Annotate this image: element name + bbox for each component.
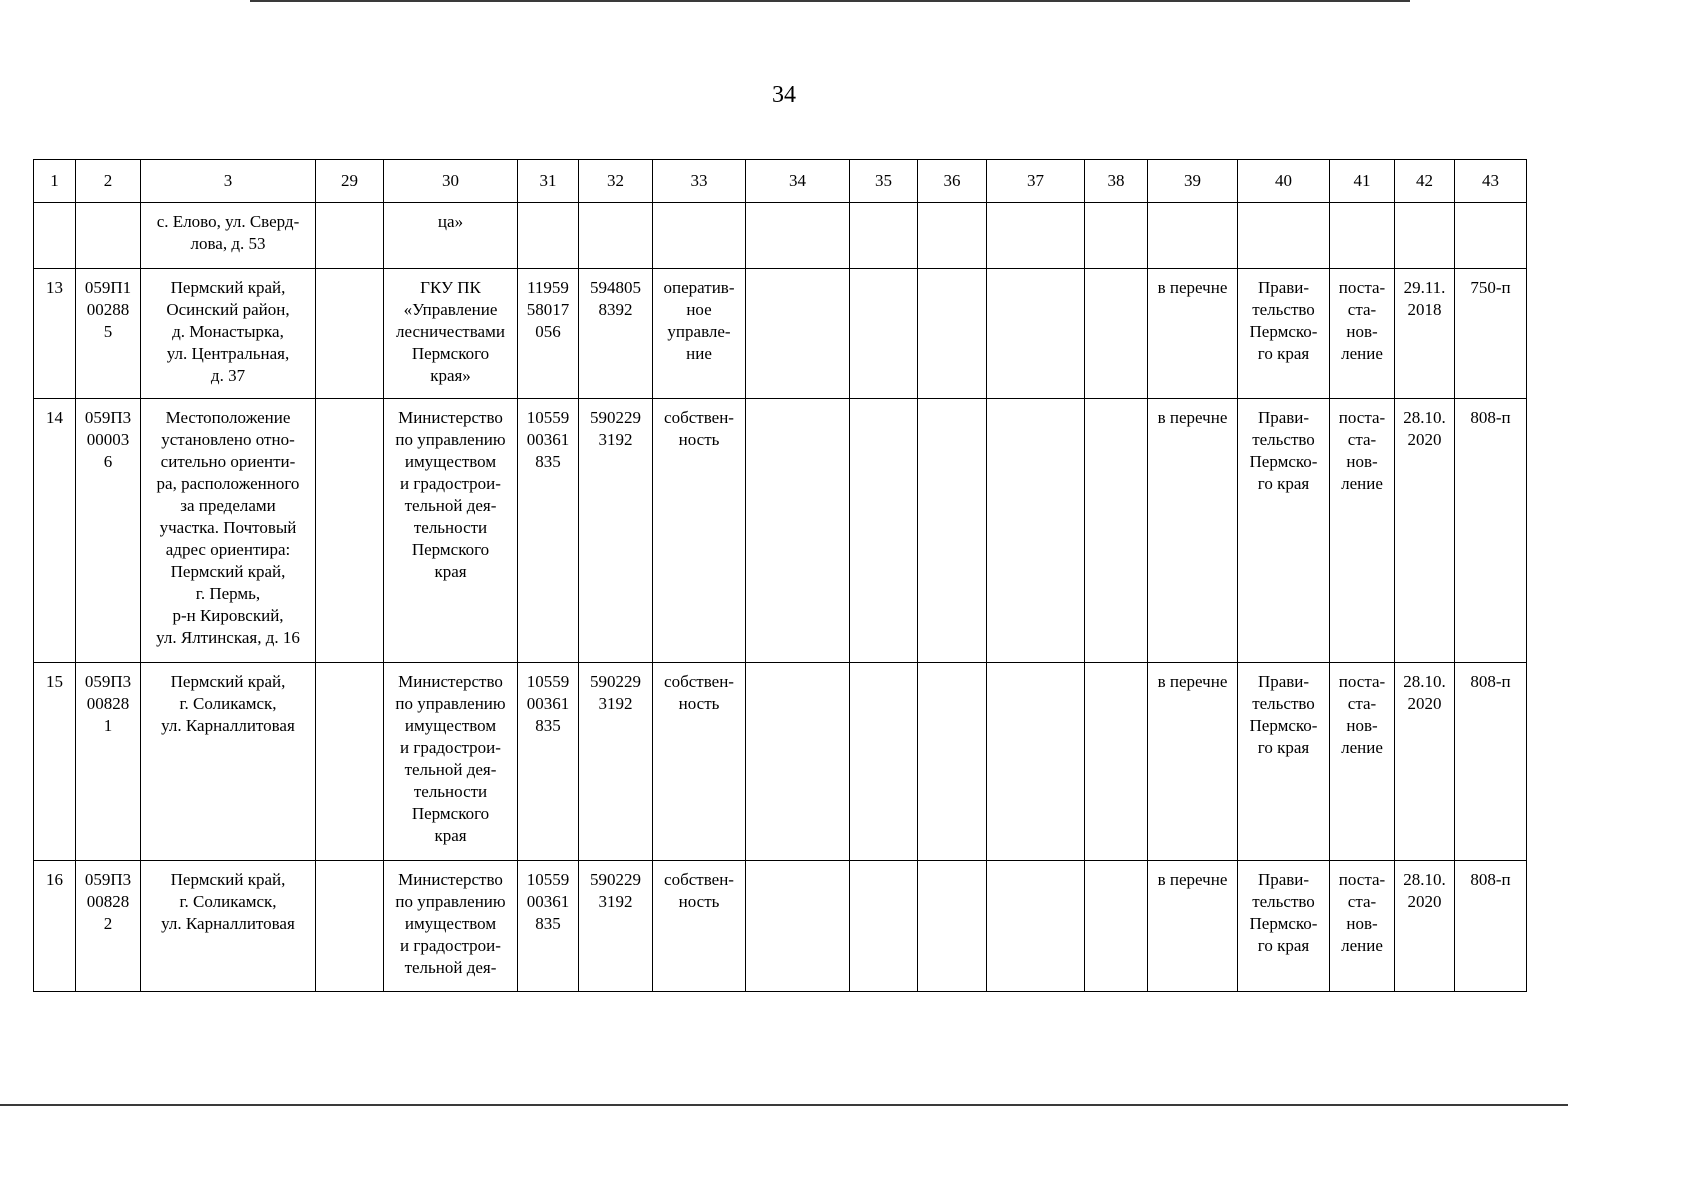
cell-address: Местоположение установлено отно- сительно ориенти- ра, расположенного за пределами участка. Почтовый адрес ориентира: Пермский край, г. Пермь, р-н Кировский, ул. Ялтинская, д. 16: [141, 399, 316, 663]
cell-act-date: 28.10. 2020: [1395, 861, 1455, 992]
cell-col-36: [918, 203, 987, 269]
column-header: 36: [918, 160, 987, 203]
table-row: [34, 269, 1527, 399]
cell-holder: ГКУ ПК «Управление лесничествами Пермского края»: [384, 269, 518, 399]
cell-list-status: в перечне: [1148, 861, 1238, 992]
cell-col-37: [987, 269, 1085, 399]
column-header: 3: [141, 160, 316, 203]
cell-col-29: [316, 399, 384, 663]
cell-authority: Прави- тельство Пермско- го края: [1238, 663, 1330, 861]
cell-ogrn: 11959 58017 056: [518, 269, 579, 399]
column-header: 34: [746, 160, 850, 203]
cell-ogrn: 10559 00361 835: [518, 399, 579, 663]
cell-col-36: [918, 861, 987, 992]
cell-act-type: поста- ста- нов- ление: [1330, 399, 1395, 663]
cell-holder: Министерство по управлению имуществом и градострои- тельной дея- тельности Пермского края: [384, 663, 518, 861]
page-number: 34: [772, 82, 796, 108]
cell-act-number: 808-п: [1455, 663, 1527, 861]
cell-col-29: [316, 663, 384, 861]
cell-act-number: [1455, 203, 1527, 269]
cell-col-37: [987, 861, 1085, 992]
cell-registry-number: 059П3 00828 1: [76, 663, 141, 861]
cell-list-status: в перечне: [1148, 663, 1238, 861]
cell-authority: Прави- тельство Пермско- го края: [1238, 269, 1330, 399]
cell-ogrn: [518, 203, 579, 269]
cell-right-type: [653, 203, 746, 269]
cell-col-35: [850, 399, 918, 663]
cell-act-number: 808-п: [1455, 861, 1527, 992]
column-header: 38: [1085, 160, 1148, 203]
cell-col-34: [746, 663, 850, 861]
cell-number: 13: [34, 269, 76, 399]
bottom-border-line: [0, 1104, 1568, 1106]
column-header: 32: [579, 160, 653, 203]
cell-holder: ца»: [384, 203, 518, 269]
cell-address: Пермский край, г. Соликамск, ул. Карналлитовая: [141, 861, 316, 992]
column-header: 35: [850, 160, 918, 203]
cell-col-34: [746, 399, 850, 663]
column-header: 42: [1395, 160, 1455, 203]
cell-inn: 594805 8392: [579, 269, 653, 399]
cell-registry-number: 059П3 00003 6: [76, 399, 141, 663]
column-header: 37: [987, 160, 1085, 203]
cell-col-38: [1085, 663, 1148, 861]
cell-col-38: [1085, 399, 1148, 663]
column-header: 31: [518, 160, 579, 203]
cell-registry-number: 059П3 00828 2: [76, 861, 141, 992]
cell-registry-number: 059П1 00288 5: [76, 269, 141, 399]
cell-act-date: [1395, 203, 1455, 269]
cell-col-35: [850, 861, 918, 992]
cell-number: [34, 203, 76, 269]
cell-col-37: [987, 663, 1085, 861]
cell-right-type: собствен- ность: [653, 663, 746, 861]
column-header: 30: [384, 160, 518, 203]
cell-act-number: 750-п: [1455, 269, 1527, 399]
cell-col-38: [1085, 203, 1148, 269]
cell-act-type: поста- ста- нов- ление: [1330, 663, 1395, 861]
column-header: 33: [653, 160, 746, 203]
cell-col-37: [987, 203, 1085, 269]
cell-col-29: [316, 861, 384, 992]
cell-number: 16: [34, 861, 76, 992]
cell-address: с. Елово, ул. Сверд- лова, д. 53: [141, 203, 316, 269]
table-row: [34, 663, 1527, 861]
cell-col-34: [746, 269, 850, 399]
cell-col-35: [850, 663, 918, 861]
cell-holder: Министерство по управлению имуществом и градострои- тельной дея-: [384, 861, 518, 992]
cell-col-36: [918, 399, 987, 663]
cell-list-status: в перечне: [1148, 399, 1238, 663]
cell-col-34: [746, 861, 850, 992]
cell-col-34: [746, 203, 850, 269]
cell-number: 15: [34, 663, 76, 861]
column-header: 41: [1330, 160, 1395, 203]
cell-address: Пермский край, Осинский район, д. Монастырка, ул. Центральная, д. 37: [141, 269, 316, 399]
cell-right-type: собствен- ность: [653, 399, 746, 663]
table-row: [34, 861, 1527, 992]
cell-act-type: [1330, 203, 1395, 269]
column-header: 1: [34, 160, 76, 203]
cell-col-38: [1085, 269, 1148, 399]
cell-right-type: собствен- ность: [653, 861, 746, 992]
cell-act-type: поста- ста- нов- ление: [1330, 861, 1395, 992]
cell-col-29: [316, 203, 384, 269]
column-header: 29: [316, 160, 384, 203]
cell-holder: Министерство по управлению имуществом и градострои- тельной дея- тельности Пермского края: [384, 399, 518, 663]
cell-act-number: 808-п: [1455, 399, 1527, 663]
cell-list-status: [1148, 203, 1238, 269]
register-table: [33, 159, 1527, 992]
cell-act-date: 28.10. 2020: [1395, 663, 1455, 861]
cell-number: 14: [34, 399, 76, 663]
cell-ogrn: 10559 00361 835: [518, 663, 579, 861]
top-border-line: [250, 0, 1410, 2]
column-header: 39: [1148, 160, 1238, 203]
column-header: 2: [76, 160, 141, 203]
cell-ogrn: 10559 00361 835: [518, 861, 579, 992]
cell-authority: [1238, 203, 1330, 269]
cell-col-35: [850, 269, 918, 399]
cell-authority: Прави- тельство Пермско- го края: [1238, 399, 1330, 663]
cell-inn: 590229 3192: [579, 861, 653, 992]
cell-address: Пермский край, г. Соликамск, ул. Карналлитовая: [141, 663, 316, 861]
cell-col-36: [918, 269, 987, 399]
cell-list-status: в перечне: [1148, 269, 1238, 399]
cell-col-38: [1085, 861, 1148, 992]
cell-act-date: 28.10. 2020: [1395, 399, 1455, 663]
column-header: 43: [1455, 160, 1527, 203]
cell-inn: [579, 203, 653, 269]
cell-inn: 590229 3192: [579, 663, 653, 861]
table-row: [34, 203, 1527, 269]
cell-authority: Прави- тельство Пермско- го края: [1238, 861, 1330, 992]
cell-act-type: поста- ста- нов- ление: [1330, 269, 1395, 399]
table-row: [34, 399, 1527, 663]
cell-col-35: [850, 203, 918, 269]
cell-act-date: 29.11. 2018: [1395, 269, 1455, 399]
cell-col-37: [987, 399, 1085, 663]
cell-registry-number: [76, 203, 141, 269]
column-header: 40: [1238, 160, 1330, 203]
cell-col-29: [316, 269, 384, 399]
column-number-row: [34, 160, 1527, 203]
cell-right-type: оператив- ное управле- ние: [653, 269, 746, 399]
cell-col-36: [918, 663, 987, 861]
cell-inn: 590229 3192: [579, 399, 653, 663]
